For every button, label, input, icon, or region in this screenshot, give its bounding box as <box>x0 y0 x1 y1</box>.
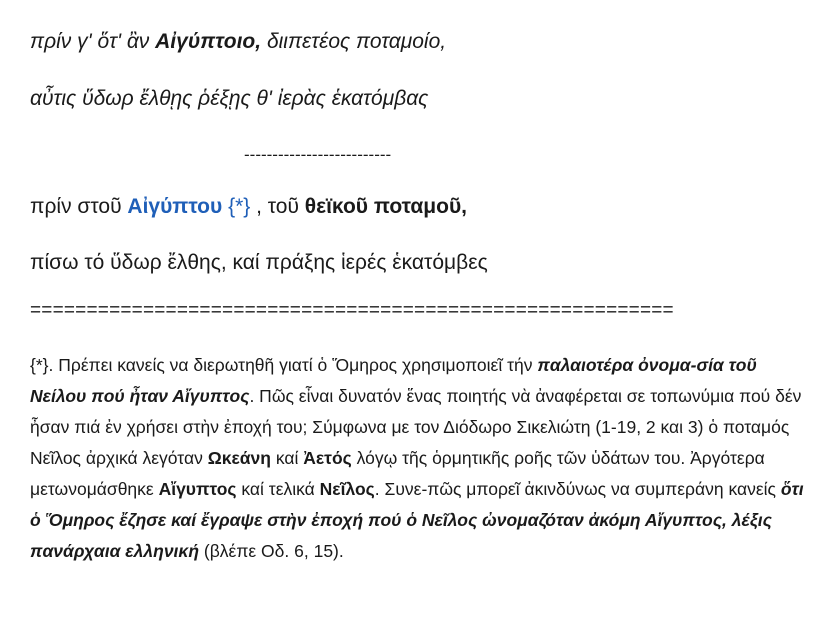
footnote-emphasis: παλαιοτέρα ὀνομα-σία τοῦ Νείλου πού ἦταν Αἴγυπτος <box>30 355 757 406</box>
short-separator: -------------------------- <box>244 145 392 164</box>
footnote-reference: {*} <box>222 195 251 218</box>
footnote-text: . Συνε-πῶς μπορεῖ ἀκινδύνως να συμπεράνη κανείς <box>374 479 781 499</box>
long-separator: ========================================================= <box>30 300 674 321</box>
verse-text: πρίν γ' ὅτ' ἂν <box>30 30 156 53</box>
translation-text: , τοῦ <box>250 195 305 218</box>
footnote-text: . Πῶς εἶναι δυνατόν ἕνας ποιητής νὰ ἀναφέρεται σε τοπωνύμια πού δέν ἦσαν πιά ἐν χρήσει στὴν ἐποχή του; Σύμφωνα με τον Διόδωρο Σικελιώτη (1-19, 2 και 3) ὁ ποταμός Νεῖλος ἀρχικά λεγόταν <box>30 386 802 468</box>
translation-line-1 <box>30 195 467 219</box>
aigyptos-word: Αἴγυπτος <box>158 479 237 499</box>
footnote-reference-odyssey: (βλέπε Οδ. 6, 15). <box>199 541 344 561</box>
original-verse-line-1 <box>30 30 446 54</box>
verse-text: διιπετέος ποταμοίο, <box>261 30 447 53</box>
footnote-text: {*}. Πρέπει κανείς να διερωτηθῆ γιατί ὁ Ὅμηρος χρησιμοποιεῖ τήν <box>30 355 538 375</box>
footnote-conclusion: ὅτι ὁ Ὅμηρος ἔζησε καί ἔγραψε στὴν ἐποχή πού ὁ Νεῖλος ὠνομαζόταν ἀκόμη Αἴγυπτος, λέξις πανάρχαια ελληνική <box>30 479 804 561</box>
footnote-text: λόγῳ τῆς ὁρμητικῆς ροῆς τῶν ὑδάτων του. Ἀργότερα μετωνομάσθηκε <box>30 448 765 499</box>
translation-text: πρίν στοῦ <box>30 195 128 218</box>
footnote-paragraph <box>30 350 810 567</box>
footnote-text: καί τελικά <box>236 479 320 499</box>
translation-line-2: πίσω τό ὕδωρ ἔλθης, καί πράξης ἱερές ἑκατόμβες <box>30 251 488 274</box>
divine-river-phrase: θεϊκοῦ ποταμοῦ, <box>304 195 467 218</box>
original-verse-line-2: αὖτις ὕδωρ ἔλθῃς ῥέξῃς θ' ἰερὰς ἑκατόμβας <box>30 87 429 110</box>
neilos-word: Νεῖλος <box>319 479 375 499</box>
footnote <box>30 350 810 567</box>
aetos-word: Ἀετός <box>303 448 352 468</box>
aigyptou-word: Αἰγύπτου <box>127 195 223 218</box>
aigyptoio-word: Αἰγύπτοιο, <box>155 30 262 53</box>
okeani-word: Ωκεάνη <box>207 448 271 468</box>
footnote-text: καί <box>270 448 304 468</box>
